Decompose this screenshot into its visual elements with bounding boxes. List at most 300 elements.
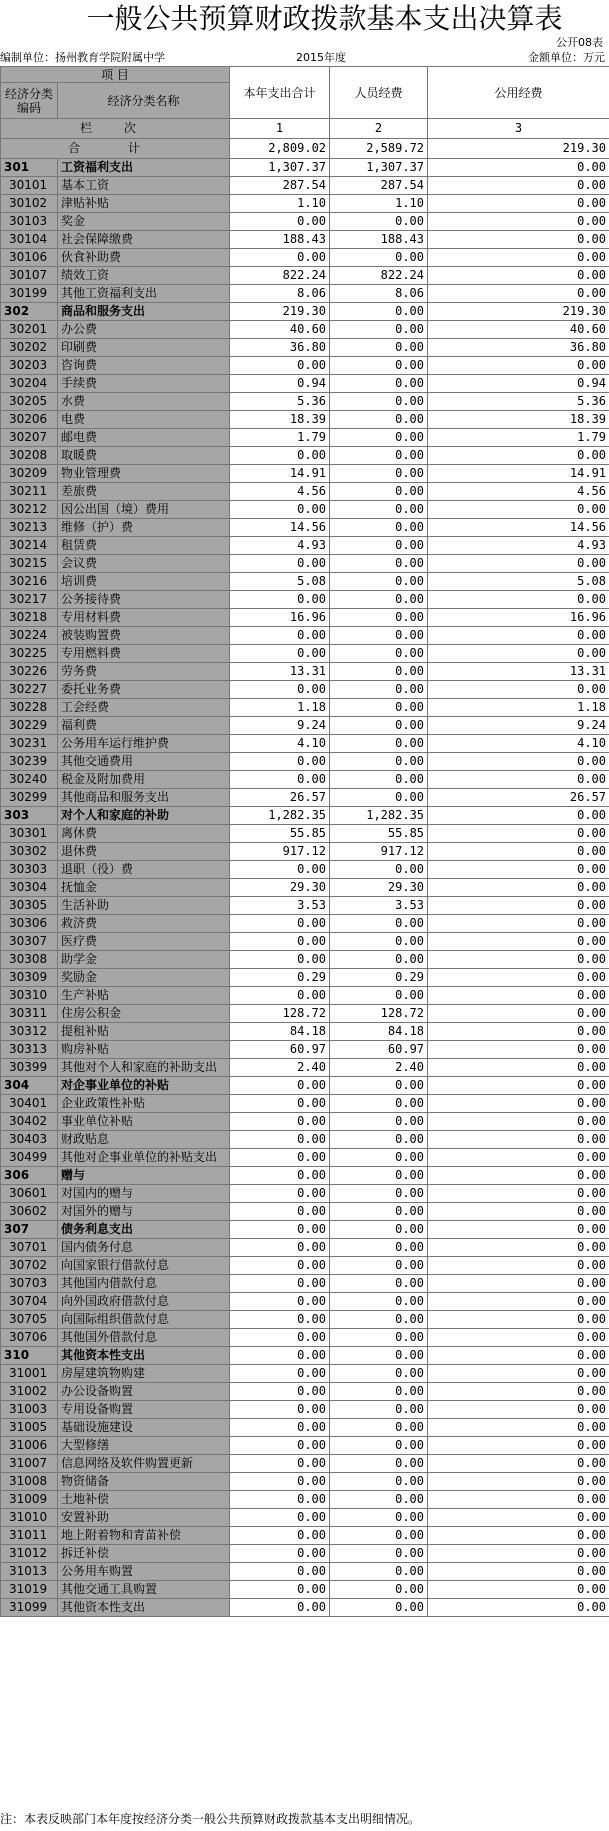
amount-total: 917.12 [230, 843, 330, 861]
amount-total: 0.00 [230, 1293, 330, 1311]
table-row [1, 843, 609, 861]
amount-public: 18.39 [428, 411, 609, 429]
amount-personnel: 0.00 [330, 1347, 428, 1365]
amount-total: 9.24 [230, 717, 330, 735]
amount-total: 0.00 [230, 1203, 330, 1221]
amount-total: 0.00 [230, 1563, 330, 1581]
economic-name: 福利费 [58, 717, 230, 735]
economic-code: 30299 [1, 789, 58, 807]
economic-code: 30226 [1, 663, 58, 681]
amount-public: 0.00 [428, 807, 609, 825]
table-row [1, 537, 609, 555]
amount-personnel: 0.00 [330, 465, 428, 483]
table-row [1, 1131, 609, 1149]
table-row [1, 303, 609, 321]
amount-public: 0.00 [428, 1131, 609, 1149]
code-header: 经济分类编码 [1, 83, 58, 119]
economic-code: 30201 [1, 321, 58, 339]
col-header-public: 公用经费 [428, 67, 609, 119]
table-row [1, 591, 609, 609]
amount-public: 0.00 [428, 1203, 609, 1221]
economic-name: 工资福利支出 [58, 159, 230, 177]
amount-personnel: 0.00 [330, 1581, 428, 1599]
economic-name: 事业单位补贴 [58, 1113, 230, 1131]
table-row [1, 1113, 609, 1131]
amount-personnel: 0.00 [330, 609, 428, 627]
economic-code: 31007 [1, 1455, 58, 1473]
amount-personnel: 0.00 [330, 591, 428, 609]
amount-total: 0.00 [230, 1167, 330, 1185]
amount-public: 0.00 [428, 1581, 609, 1599]
table-row [1, 1005, 609, 1023]
table-row [1, 645, 609, 663]
economic-code: 30304 [1, 879, 58, 897]
economic-name: 其他商品和服务支出 [58, 789, 230, 807]
amount-total: 4.56 [230, 483, 330, 501]
amount-personnel: 0.00 [330, 573, 428, 591]
amount-public: 4.56 [428, 483, 609, 501]
table-row [1, 915, 609, 933]
amount-total: 5.08 [230, 573, 330, 591]
economic-code: 30225 [1, 645, 58, 663]
table-row [1, 897, 609, 915]
amount-total: 0.00 [230, 1113, 330, 1131]
amount-public: 0.00 [428, 771, 609, 789]
amount-public: 0.00 [428, 825, 609, 843]
amount-personnel: 128.72 [330, 1005, 428, 1023]
total-row [1, 139, 609, 159]
table-row [1, 969, 609, 987]
amount-personnel: 0.00 [330, 429, 428, 447]
amount-total: 0.00 [230, 753, 330, 771]
amount-personnel: 0.00 [330, 1455, 428, 1473]
amount-personnel: 0.00 [330, 411, 428, 429]
amount-total: 0.00 [230, 1347, 330, 1365]
economic-name: 对国内的赠与 [58, 1185, 230, 1203]
table-row [1, 717, 609, 735]
amount-personnel: 0.00 [330, 1491, 428, 1509]
amount-public: 0.00 [428, 1473, 609, 1491]
amount-total: 0.00 [230, 591, 330, 609]
table-row [1, 429, 609, 447]
economic-code: 30239 [1, 753, 58, 771]
amount-personnel: 0.00 [330, 663, 428, 681]
table-row [1, 213, 609, 231]
table-row [1, 159, 609, 177]
table-row [1, 285, 609, 303]
amount-total: 0.00 [230, 1329, 330, 1347]
economic-name: 商品和服务支出 [58, 303, 230, 321]
table-row [1, 1023, 609, 1041]
economic-name: 维修（护）费 [58, 519, 230, 537]
economic-code: 310 [1, 1347, 58, 1365]
economic-code: 31008 [1, 1473, 58, 1491]
table-row [1, 1563, 609, 1581]
economic-name: 办公费 [58, 321, 230, 339]
amount-personnel: 0.00 [330, 447, 428, 465]
amount-total: 1,307.37 [230, 159, 330, 177]
amount-total: 1,282.35 [230, 807, 330, 825]
table-row [1, 411, 609, 429]
economic-name: 公务接待费 [58, 591, 230, 609]
table-row [1, 177, 609, 195]
amount-personnel: 188.43 [330, 231, 428, 249]
col-header-total: 本年支出合计 [230, 67, 330, 119]
amount-public: 0.00 [428, 1275, 609, 1293]
economic-name: 工会经费 [58, 699, 230, 717]
economic-code: 30205 [1, 393, 58, 411]
amount-total: 0.00 [230, 357, 330, 375]
economic-name: 手续费 [58, 375, 230, 393]
amount-personnel: 1,282.35 [330, 807, 428, 825]
amount-total: 0.00 [230, 555, 330, 573]
economic-name: 专用设备购置 [58, 1401, 230, 1419]
amount-total: 13.31 [230, 663, 330, 681]
economic-name: 租赁费 [58, 537, 230, 555]
table-row [1, 1311, 609, 1329]
amount-personnel: 0.00 [330, 1077, 428, 1095]
amount-total: 8.06 [230, 285, 330, 303]
amount-total: 2.40 [230, 1059, 330, 1077]
economic-code: 31099 [1, 1599, 58, 1617]
table-row [1, 1275, 609, 1293]
economic-name: 助学金 [58, 951, 230, 969]
economic-code: 30310 [1, 987, 58, 1005]
economic-code: 31010 [1, 1509, 58, 1527]
amount-public: 0.00 [428, 753, 609, 771]
economic-code: 30706 [1, 1329, 58, 1347]
economic-name: 向国家银行借款付息 [58, 1257, 230, 1275]
economic-code: 30701 [1, 1239, 58, 1257]
amount-public: 219.30 [428, 303, 609, 321]
amount-personnel: 0.00 [330, 753, 428, 771]
amount-public: 0.00 [428, 1491, 609, 1509]
economic-name: 住房公积金 [58, 1005, 230, 1023]
total-public: 219.30 [428, 139, 609, 159]
amount-personnel: 0.00 [330, 1437, 428, 1455]
amount-public: 0.00 [428, 501, 609, 519]
economic-name: 物资储备 [58, 1473, 230, 1491]
economic-code: 30208 [1, 447, 58, 465]
total-personnel: 2,589.72 [330, 139, 428, 159]
amount-personnel: 8.06 [330, 285, 428, 303]
amount-total: 3.53 [230, 897, 330, 915]
amount-public: 40.60 [428, 321, 609, 339]
table-row [1, 879, 609, 897]
fiscal-year: 2015年度 [296, 51, 346, 64]
amount-total: 0.00 [230, 1239, 330, 1257]
table-row [1, 987, 609, 1005]
economic-code: 303 [1, 807, 58, 825]
economic-name: 社会保障缴费 [58, 231, 230, 249]
amount-total: 0.00 [230, 1545, 330, 1563]
amount-public: 0.00 [428, 1041, 609, 1059]
amount-personnel: 0.00 [330, 339, 428, 357]
table-row [1, 357, 609, 375]
amount-public: 0.00 [428, 1095, 609, 1113]
economic-name: 其他对企事业单位的补贴支出 [58, 1149, 230, 1167]
economic-name: 其他国内借款付息 [58, 1275, 230, 1293]
amount-total: 0.00 [230, 1473, 330, 1491]
economic-name: 办公设备购置 [58, 1383, 230, 1401]
amount-personnel: 0.00 [330, 1113, 428, 1131]
amount-total: 18.39 [230, 411, 330, 429]
table-row [1, 735, 609, 753]
economic-name: 奖金 [58, 213, 230, 231]
amount-personnel: 55.85 [330, 825, 428, 843]
economic-code: 30231 [1, 735, 58, 753]
economic-code: 30106 [1, 249, 58, 267]
table-row [1, 231, 609, 249]
amount-personnel: 0.00 [330, 1509, 428, 1527]
amount-public: 0.00 [428, 1077, 609, 1095]
economic-name: 救济费 [58, 915, 230, 933]
table-row [1, 519, 609, 537]
economic-name: 绩效工资 [58, 267, 230, 285]
economic-name: 对企事业单位的补贴 [58, 1077, 230, 1095]
amount-total: 0.00 [230, 249, 330, 267]
table-row [1, 807, 609, 825]
amount-public: 0.00 [428, 1383, 609, 1401]
amount-total: 0.00 [230, 1185, 330, 1203]
col-index-1: 1 [230, 119, 330, 139]
table-row [1, 465, 609, 483]
economic-name: 奖励金 [58, 969, 230, 987]
economic-name: 会议费 [58, 555, 230, 573]
economic-name: 物业管理费 [58, 465, 230, 483]
economic-code: 30303 [1, 861, 58, 879]
economic-code: 30207 [1, 429, 58, 447]
economic-code: 30204 [1, 375, 58, 393]
amount-public: 0.00 [428, 267, 609, 285]
amount-personnel: 0.00 [330, 1167, 428, 1185]
economic-code: 30309 [1, 969, 58, 987]
amount-public: 0.00 [428, 447, 609, 465]
amount-personnel: 2.40 [330, 1059, 428, 1077]
footnote: 注：本表反映部门本年度按经济分类一般公共预算财政拨款基本支出明细情况。 [0, 1812, 421, 1826]
amount-public: 0.00 [428, 915, 609, 933]
economic-code: 30305 [1, 897, 58, 915]
amount-total: 0.00 [230, 1455, 330, 1473]
table-row [1, 555, 609, 573]
amount-public: 0.00 [428, 1419, 609, 1437]
economic-code: 30403 [1, 1131, 58, 1149]
economic-code: 30224 [1, 627, 58, 645]
amount-personnel: 0.00 [330, 1257, 428, 1275]
table-row [1, 1329, 609, 1347]
amount-personnel: 0.00 [330, 1275, 428, 1293]
amount-personnel: 0.00 [330, 1401, 428, 1419]
amount-personnel: 84.18 [330, 1023, 428, 1041]
economic-name: 其他工资福利支出 [58, 285, 230, 303]
economic-name: 培训费 [58, 573, 230, 591]
amount-personnel: 0.00 [330, 1149, 428, 1167]
economic-name: 退休费 [58, 843, 230, 861]
amount-public: 9.24 [428, 717, 609, 735]
economic-code: 30401 [1, 1095, 58, 1113]
amount-public: 0.00 [428, 933, 609, 951]
economic-code: 304 [1, 1077, 58, 1095]
economic-code: 306 [1, 1167, 58, 1185]
amount-personnel: 0.00 [330, 213, 428, 231]
amount-total: 0.00 [230, 915, 330, 933]
amount-personnel: 0.00 [330, 1365, 428, 1383]
amount-personnel: 0.00 [330, 717, 428, 735]
amount-public: 0.00 [428, 969, 609, 987]
amount-personnel: 0.00 [330, 933, 428, 951]
table-row [1, 1257, 609, 1275]
amount-public: 0.00 [428, 177, 609, 195]
economic-name: 印刷费 [58, 339, 230, 357]
amount-public: 0.00 [428, 1527, 609, 1545]
amount-total: 60.97 [230, 1041, 330, 1059]
table-row [1, 1221, 609, 1239]
amount-public: 0.00 [428, 1221, 609, 1239]
amount-total: 0.00 [230, 681, 330, 699]
amount-public: 0.00 [428, 879, 609, 897]
table-row [1, 1077, 609, 1095]
economic-name: 土地补偿 [58, 1491, 230, 1509]
amount-personnel: 0.00 [330, 735, 428, 753]
economic-code: 30705 [1, 1311, 58, 1329]
economic-code: 30308 [1, 951, 58, 969]
table-row [1, 447, 609, 465]
amount-public: 13.31 [428, 663, 609, 681]
economic-code: 302 [1, 303, 58, 321]
economic-name: 大型修缮 [58, 1437, 230, 1455]
amount-total: 0.00 [230, 1599, 330, 1617]
amount-personnel: 0.00 [330, 249, 428, 267]
amount-personnel: 0.00 [330, 1419, 428, 1437]
amount-personnel: 0.00 [330, 861, 428, 879]
economic-name: 专用燃料费 [58, 645, 230, 663]
amount-public: 0.00 [428, 1293, 609, 1311]
table-row [1, 1239, 609, 1257]
amount-total: 219.30 [230, 303, 330, 321]
amount-personnel: 0.00 [330, 681, 428, 699]
table-row [1, 1365, 609, 1383]
economic-code: 30229 [1, 717, 58, 735]
amount-total: 0.00 [230, 645, 330, 663]
amount-personnel: 0.00 [330, 1473, 428, 1491]
amount-public: 0.00 [428, 645, 609, 663]
amount-public: 0.00 [428, 843, 609, 861]
amount-personnel: 0.00 [330, 771, 428, 789]
amount-total: 188.43 [230, 231, 330, 249]
amount-total: 0.00 [230, 1509, 330, 1527]
table-row [1, 1509, 609, 1527]
amount-public: 4.10 [428, 735, 609, 753]
economic-name: 伙食补助费 [58, 249, 230, 267]
economic-name: 国内债务付息 [58, 1239, 230, 1257]
economic-name: 退职（役）费 [58, 861, 230, 879]
table-row [1, 1203, 609, 1221]
economic-name: 提租补贴 [58, 1023, 230, 1041]
amount-public: 0.00 [428, 555, 609, 573]
amount-total: 0.00 [230, 1491, 330, 1509]
economic-name: 取暖费 [58, 447, 230, 465]
amount-total: 0.00 [230, 1077, 330, 1095]
economic-name: 购房补贴 [58, 1041, 230, 1059]
economic-name: 差旅费 [58, 483, 230, 501]
table-row [1, 1041, 609, 1059]
economic-name: 委托业务费 [58, 681, 230, 699]
amount-total: 0.00 [230, 1257, 330, 1275]
table-row [1, 951, 609, 969]
economic-name: 生产补贴 [58, 987, 230, 1005]
economic-name: 劳务费 [58, 663, 230, 681]
amount-personnel: 0.00 [330, 357, 428, 375]
economic-code: 30704 [1, 1293, 58, 1311]
amount-personnel: 0.00 [330, 789, 428, 807]
amount-total: 36.80 [230, 339, 330, 357]
table-row [1, 627, 609, 645]
amount-personnel: 0.00 [330, 483, 428, 501]
economic-name: 电费 [58, 411, 230, 429]
economic-code: 30499 [1, 1149, 58, 1167]
amount-public: 0.00 [428, 1455, 609, 1473]
economic-code: 31013 [1, 1563, 58, 1581]
table-row [1, 933, 609, 951]
amount-personnel: 0.00 [330, 1329, 428, 1347]
amount-public: 26.57 [428, 789, 609, 807]
amount-total: 0.00 [230, 501, 330, 519]
amount-public: 0.00 [428, 627, 609, 645]
economic-code: 30703 [1, 1275, 58, 1293]
table-row [1, 1455, 609, 1473]
amount-total: 4.93 [230, 537, 330, 555]
table-row [1, 321, 609, 339]
economic-name: 生活补助 [58, 897, 230, 915]
amount-public: 0.00 [428, 1167, 609, 1185]
amount-personnel: 287.54 [330, 177, 428, 195]
amount-personnel: 0.00 [330, 1185, 428, 1203]
amount-personnel: 0.00 [330, 987, 428, 1005]
amount-total: 0.00 [230, 1311, 330, 1329]
amount-total: 0.00 [230, 1365, 330, 1383]
amount-public: 0.00 [428, 1185, 609, 1203]
economic-code: 30215 [1, 555, 58, 573]
economic-name: 其他对个人和家庭的补助支出 [58, 1059, 230, 1077]
amount-public: 0.00 [428, 195, 609, 213]
amount-personnel: 0.00 [330, 699, 428, 717]
compiling-unit: 编制单位：扬州教育学院附属中学 [0, 51, 165, 64]
economic-code: 30301 [1, 825, 58, 843]
economic-code: 30240 [1, 771, 58, 789]
economic-code: 30212 [1, 501, 58, 519]
economic-name: 医疗费 [58, 933, 230, 951]
economic-code: 30307 [1, 933, 58, 951]
amount-public: 0.00 [428, 1005, 609, 1023]
amount-public: 5.08 [428, 573, 609, 591]
amount-public: 0.00 [428, 1059, 609, 1077]
amount-total: 29.30 [230, 879, 330, 897]
economic-name: 对个人和家庭的补助 [58, 807, 230, 825]
economic-name: 财政贴息 [58, 1131, 230, 1149]
economic-name: 安置补助 [58, 1509, 230, 1527]
table-row [1, 1185, 609, 1203]
amount-personnel: 0.00 [330, 1203, 428, 1221]
amount-personnel: 0.00 [330, 951, 428, 969]
economic-code: 30402 [1, 1113, 58, 1131]
amount-public: 0.00 [428, 861, 609, 879]
amount-public: 0.00 [428, 1113, 609, 1131]
table-row [1, 789, 609, 807]
amount-total: 0.00 [230, 771, 330, 789]
economic-name: 公务用车购置 [58, 1563, 230, 1581]
table-row [1, 1419, 609, 1437]
amount-total: 0.00 [230, 1221, 330, 1239]
